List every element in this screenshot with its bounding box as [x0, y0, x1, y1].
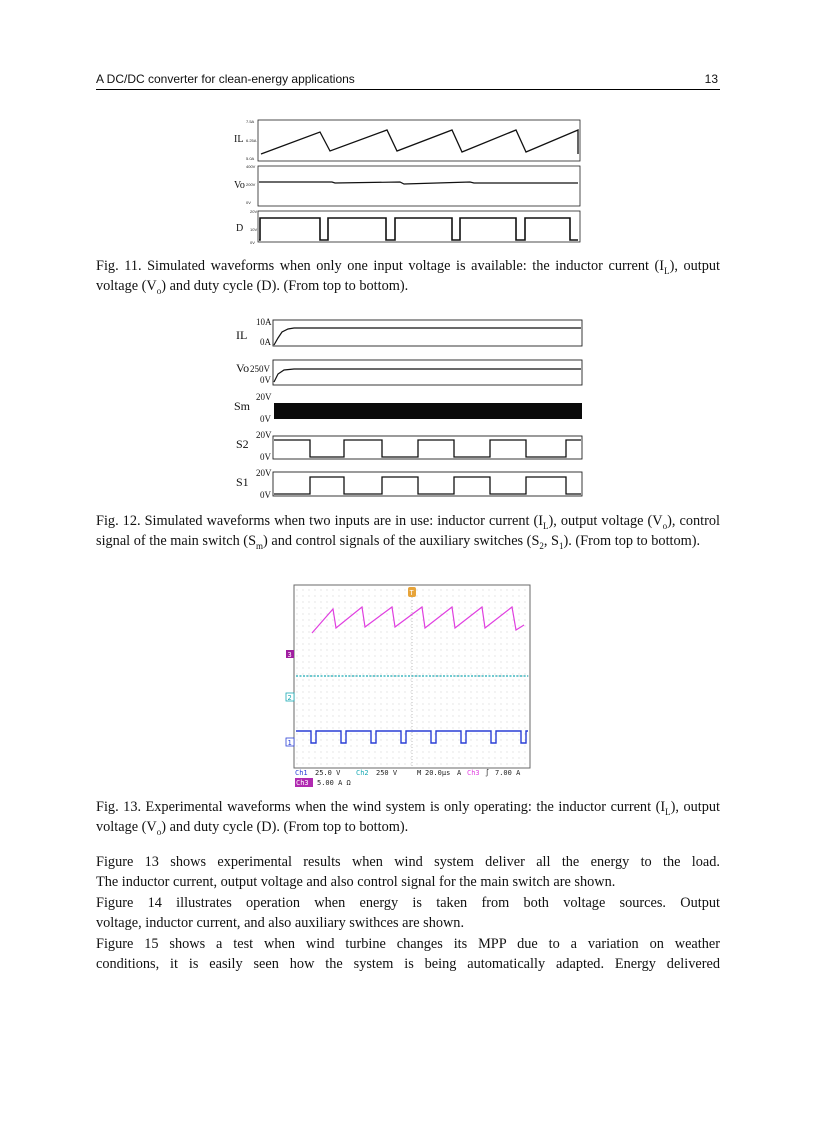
- fig11-panel-vo: [258, 166, 580, 206]
- figure-12-caption: [96, 511, 720, 551]
- fig12-panel-vo: [273, 360, 582, 385]
- figure-11-caption: [96, 256, 720, 296]
- fig12-label-s1: S1: [236, 475, 249, 489]
- scope-ch3-scale: 5.00 A Ω: [317, 779, 351, 787]
- fig13-caption-sub-l: L: [665, 806, 671, 817]
- running-title: A DC/DC converter for clean-energy applications: [96, 72, 355, 86]
- fig11-tick-vo-mid: 200V: [246, 182, 256, 187]
- fig12-trace-vo: [274, 369, 581, 382]
- fig12-caption-text-f: ). (From top to bottom).: [563, 533, 701, 549]
- fig12-trace-s2: [274, 440, 581, 457]
- scope-trigger-label: T: [409, 589, 414, 597]
- scope-marker-ch3-label: 3: [287, 651, 292, 659]
- fig12-tick-s2-bot: 0V: [260, 452, 271, 462]
- fig12-tick-sm-bot: 0V: [260, 414, 271, 424]
- figure-12-plot: [232, 316, 586, 506]
- scope-marker-ch1-label: 1: [287, 739, 292, 747]
- fig11-caption-text-b: ), output voltage (V: [96, 258, 720, 294]
- fig11-panel-il: [258, 120, 580, 161]
- fig12-caption-text-c: ), control signal of the main switch (S: [96, 513, 721, 549]
- fig12-label-vo: Vo: [236, 361, 250, 375]
- scope-trigger-slope: ∫: [485, 769, 490, 777]
- fig11-caption-text-c: ) and duty cycle (D). (From top to bottom).: [161, 278, 409, 294]
- fig11-trace-il: [261, 130, 578, 154]
- fig11-tick-vo-bot: 0V: [246, 200, 251, 205]
- fig12-tick-vo-top: 250V: [250, 364, 270, 374]
- fig11-tick-vo-top: 400V: [246, 164, 256, 169]
- fig11-tick-d-top: 20V: [250, 209, 258, 214]
- page-number: 13: [704, 72, 718, 86]
- body-line-4: voltage, inductor current, and also auxiliary swithces are shown.: [96, 915, 465, 932]
- fig12-caption-text-b: ), output voltage (V: [548, 513, 663, 529]
- figure-11-plot: [232, 118, 586, 246]
- body-line-2: The inductor current, output voltage and also control signal for the main switch are shown.: [96, 874, 616, 891]
- fig11-trace-vo: [259, 182, 578, 184]
- fig12-caption-sub-l: L: [543, 520, 549, 531]
- figure-13: [284, 583, 532, 791]
- fig12-caption-sub-2: 2: [539, 540, 544, 551]
- fig11-tick-il-bot: 5.0A: [246, 156, 255, 161]
- body-line-5: Figure 15 shows a test when wind turbine changes its MPP due to a variation on weather: [96, 935, 720, 952]
- fig12-caption-sub-m: m: [256, 540, 264, 551]
- scope-marker-ch2-label: 2: [287, 694, 292, 702]
- fig12-caption-text-d: ) and control signals of the auxiliary switches (S: [263, 533, 540, 549]
- fig12-caption-sub-o: o: [662, 520, 668, 531]
- body-line-3: Figure 14 illustrates operation when energy is taken from both voltage sources. Output: [96, 894, 720, 911]
- fig13-caption-sub-o: o: [156, 826, 162, 837]
- fig11-tick-il-top: 7.5A: [246, 119, 255, 124]
- fig11-tick-d-mid: 10V: [250, 227, 258, 232]
- fig11-tick-d-bot: 0V: [250, 240, 255, 245]
- fig12-tick-s1-top: 20V: [256, 468, 272, 478]
- scope-trigger-mode: A: [457, 769, 462, 777]
- scope-ch2-label: Ch2: [356, 769, 369, 777]
- fig12-trace-il: [274, 328, 581, 345]
- fig12-panel-s1: [273, 472, 582, 496]
- figure-11: [232, 118, 586, 246]
- scope-ch1-label: Ch1: [295, 769, 308, 777]
- body-text: [96, 852, 720, 974]
- fig12-tick-il-top: 10A: [256, 317, 272, 327]
- fig11-label-il: IL: [234, 134, 244, 145]
- fig11-trace-d: [259, 218, 578, 240]
- fig11-label-d: D: [236, 223, 244, 234]
- fig12-label-sm: Sm: [234, 399, 251, 413]
- fig11-tick-il-mid: 6.25A: [246, 138, 257, 143]
- fig12-tick-s2-top: 20V: [256, 430, 272, 440]
- fig12-trace-s1: [274, 477, 581, 494]
- fig12-caption-text-e: , S: [543, 533, 560, 549]
- figure-13-caption: [96, 797, 720, 837]
- scope-trigger-level: 7.00 A: [495, 769, 521, 777]
- fig12-caption-sub-1: 1: [559, 540, 564, 551]
- scope-ch2-scale: 250 V: [376, 769, 398, 777]
- fig13-caption-text-a: Fig. 13. Experimental waveforms when the wind system is only operating: the inductor current (I: [96, 799, 666, 815]
- figure-13-scope: [284, 583, 532, 791]
- figure-12: [232, 316, 586, 506]
- scope-trigger-source: Ch3: [467, 769, 480, 777]
- running-header: [96, 70, 720, 90]
- scope-ch3-label: Ch3: [296, 779, 309, 787]
- fig12-tick-il-bot: 0A: [260, 337, 271, 347]
- fig12-tick-sm-top: 20V: [256, 392, 272, 402]
- fig12-trace-sm: [274, 403, 582, 419]
- fig13-caption-text-b: ), output voltage (V: [96, 799, 720, 835]
- fig11-label-vo: Vo: [234, 180, 245, 191]
- fig11-caption-sub-o: o: [156, 285, 162, 296]
- fig12-tick-s1-bot: 0V: [260, 490, 271, 500]
- fig12-label-il: IL: [236, 328, 248, 342]
- fig11-caption-sub-l: L: [664, 265, 670, 276]
- scope-timebase: 20.0µs: [425, 769, 451, 777]
- scope-timebase-label: M: [417, 769, 422, 777]
- fig13-caption-text-c: ) and duty cycle (D). (From top to bottom).: [161, 819, 409, 835]
- scope-ch1-scale: 25.0 V: [315, 769, 341, 777]
- fig11-panel-d: [258, 211, 580, 242]
- body-line-6: conditions, it is easily seen how the system is being automatically adapted. Energy delivered: [96, 956, 720, 973]
- fig12-caption-text-a: Fig. 12. Simulated waveforms when two inputs are in use: inductor current (I: [96, 513, 543, 529]
- fig11-caption-text-a: Fig. 11. Simulated waveforms when only one input voltage is available: the inductor current (I: [96, 258, 665, 274]
- fig12-tick-vo-bot: 0V: [260, 375, 271, 385]
- fig12-label-s2: S2: [236, 437, 249, 451]
- body-line-1: Figure 13 shows experimental results when wind system deliver all the energy to the load.: [96, 854, 720, 870]
- fig12-panel-il: [273, 320, 582, 346]
